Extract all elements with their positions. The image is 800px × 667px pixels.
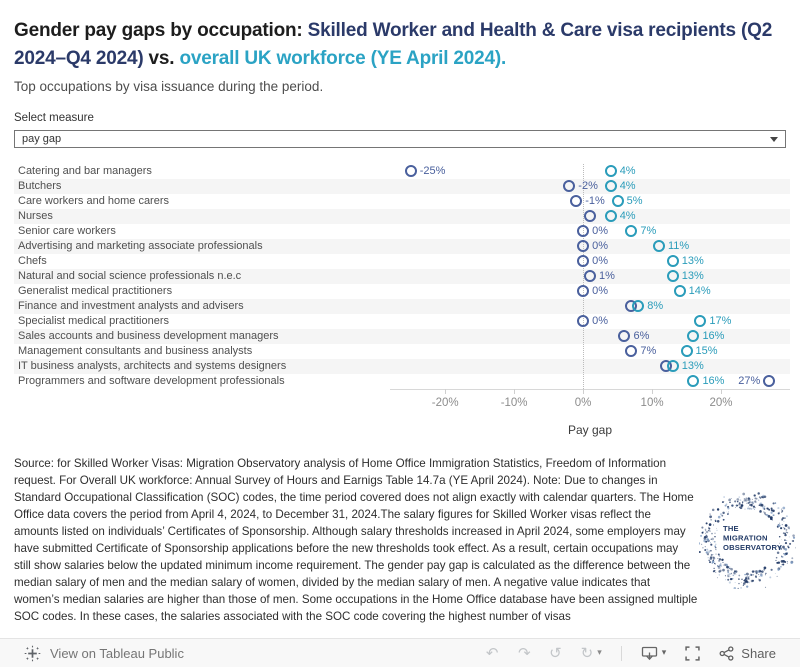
axis-tick bbox=[445, 389, 446, 394]
share-icon bbox=[719, 646, 734, 661]
fullscreen-icon[interactable] bbox=[685, 646, 700, 661]
visa-dot[interactable] bbox=[625, 345, 637, 357]
view-on-tableau-public-label: View on Tableau Public bbox=[50, 645, 184, 661]
occupation-label[interactable]: Chefs bbox=[18, 255, 47, 267]
occupation-label[interactable]: Programmers and software development professionals bbox=[18, 375, 285, 387]
download-button[interactable] bbox=[641, 646, 667, 661]
uk-dot-label: 13% bbox=[681, 255, 704, 267]
visa-dot[interactable] bbox=[577, 285, 589, 297]
x-axis-line bbox=[390, 389, 790, 390]
uk-dot[interactable] bbox=[667, 255, 679, 267]
x-axis-title: Pay gap bbox=[567, 423, 613, 437]
table-row bbox=[14, 254, 790, 269]
visa-dot-label: 0% bbox=[592, 225, 608, 237]
axis-tick-label: -20% bbox=[431, 397, 459, 409]
uk-dot[interactable] bbox=[674, 285, 686, 297]
page-title bbox=[14, 17, 789, 73]
refresh-caret-icon: ▾ bbox=[597, 648, 602, 658]
occupation-label[interactable]: Senior care workers bbox=[18, 225, 116, 237]
table-row bbox=[14, 239, 790, 254]
uk-dot[interactable] bbox=[605, 210, 617, 222]
uk-dot-label: 4% bbox=[619, 165, 636, 177]
axis-tick-label: 0% bbox=[574, 397, 592, 409]
occupation-label[interactable]: IT business analysts, architects and systems designers bbox=[18, 360, 287, 372]
visa-dot[interactable] bbox=[763, 375, 775, 387]
revert-icon[interactable]: ↺ bbox=[549, 643, 562, 662]
migration-observatory-logo bbox=[699, 492, 796, 589]
axis-tick-label: 20% bbox=[709, 397, 733, 409]
uk-dot-label: 7% bbox=[640, 225, 657, 237]
visa-dot-label: 0% bbox=[592, 255, 608, 267]
table-row bbox=[14, 224, 790, 239]
uk-dot-label: 15% bbox=[695, 345, 718, 357]
occupation-label[interactable]: Catering and bar managers bbox=[18, 165, 152, 177]
table-row bbox=[14, 299, 790, 314]
axis-tick bbox=[514, 389, 515, 394]
occupation-label[interactable]: Nurses bbox=[18, 210, 53, 222]
uk-dot[interactable] bbox=[687, 375, 699, 387]
visa-dot-label: -1% bbox=[585, 195, 605, 207]
visa-dot[interactable] bbox=[584, 210, 596, 222]
logo-line-3: OBSERVATORY bbox=[723, 543, 783, 552]
uk-dot-label: 13% bbox=[681, 360, 704, 372]
measure-select-value: pay gap bbox=[22, 133, 62, 145]
table-row bbox=[14, 284, 790, 299]
refresh-menu[interactable] bbox=[580, 643, 602, 662]
table-row bbox=[14, 359, 790, 374]
x-axis bbox=[14, 389, 790, 423]
occupation-label[interactable]: Natural and social science professionals n.e.c bbox=[18, 270, 242, 282]
occupation-label[interactable]: Specialist medical practitioners bbox=[18, 315, 170, 327]
table-row bbox=[14, 269, 790, 284]
logo-line-1: THE bbox=[723, 524, 739, 533]
subtitle: Top occupations by visa issuance during the period. bbox=[14, 79, 324, 94]
uk-dot[interactable] bbox=[653, 240, 665, 252]
uk-dot-label: 11% bbox=[667, 240, 690, 252]
uk-dot-label: 8% bbox=[647, 300, 664, 312]
uk-dot-label: 14% bbox=[688, 285, 711, 297]
visa-dot-label: -2% bbox=[578, 180, 598, 192]
undo-icon[interactable]: ↶ bbox=[485, 643, 499, 662]
filter-label: Select measure bbox=[14, 112, 94, 124]
uk-dot[interactable] bbox=[625, 225, 637, 237]
view-on-tableau-public[interactable] bbox=[24, 645, 184, 662]
download-icon bbox=[641, 646, 658, 661]
toolbar-actions bbox=[485, 643, 776, 662]
table-row bbox=[14, 344, 790, 359]
tableau-toolbar bbox=[0, 638, 800, 667]
table-row bbox=[14, 179, 790, 194]
visa-dot-label: 27% bbox=[738, 375, 761, 387]
uk-dot[interactable] bbox=[605, 165, 617, 177]
occupation-label[interactable]: Management consultants and business analysts bbox=[18, 345, 253, 357]
title-segment-uk: overall UK workforce (YE April 2024). bbox=[179, 48, 507, 69]
title-segment-visa: Skilled Worker and Health & Care visa recipients (Q2 2024–Q4 2024) bbox=[14, 20, 773, 69]
occupation-label[interactable]: Finance and investment analysts and advisers bbox=[18, 300, 244, 312]
visa-dot-label: 0% bbox=[592, 285, 608, 297]
download-caret-icon: ▾ bbox=[661, 648, 667, 658]
share-label: Share bbox=[741, 645, 776, 661]
redo-icon[interactable]: ↶ bbox=[517, 643, 531, 662]
table-row bbox=[14, 209, 790, 224]
visa-dot-label: 6% bbox=[633, 330, 650, 342]
uk-dot-label: 13% bbox=[681, 270, 704, 282]
uk-dot[interactable] bbox=[612, 195, 624, 207]
visa-dot-label: 1% bbox=[599, 270, 615, 282]
uk-dot[interactable] bbox=[667, 270, 679, 282]
uk-dot-label: 16% bbox=[702, 330, 725, 342]
table-row bbox=[14, 314, 790, 329]
uk-dot-label: 5% bbox=[626, 195, 643, 207]
visa-dot-label: 0% bbox=[592, 240, 608, 252]
table-row bbox=[14, 374, 790, 389]
occupation-label[interactable]: Butchers bbox=[18, 180, 62, 192]
title-segment-vs: vs. bbox=[143, 48, 180, 69]
axis-tick bbox=[652, 389, 653, 394]
uk-dot[interactable] bbox=[681, 345, 693, 357]
axis-tick-label: 10% bbox=[640, 397, 664, 409]
uk-dot[interactable] bbox=[605, 180, 617, 192]
visa-dot[interactable] bbox=[570, 195, 582, 207]
tableau-logo-icon bbox=[24, 645, 41, 662]
dropdown-caret-icon bbox=[770, 137, 778, 142]
uk-dot-label: 4% bbox=[619, 210, 636, 222]
occupation-label[interactable]: Advertising and marketing associate professionals bbox=[18, 240, 263, 252]
title-segment-plain: Gender pay gaps by occupation: bbox=[14, 20, 308, 41]
occupation-label[interactable]: Care workers and home carers bbox=[18, 195, 170, 207]
visa-dot[interactable] bbox=[577, 255, 589, 267]
table-row bbox=[14, 194, 790, 209]
axis-tick bbox=[583, 389, 584, 394]
visa-dot[interactable] bbox=[584, 270, 596, 282]
uk-dot[interactable] bbox=[687, 330, 699, 342]
measure-select[interactable] bbox=[14, 130, 786, 148]
uk-dot[interactable] bbox=[694, 315, 706, 327]
visa-dot[interactable] bbox=[618, 330, 630, 342]
visa-dot-label: 7% bbox=[640, 345, 657, 357]
table-row bbox=[14, 164, 790, 179]
refresh-icon: ↻ bbox=[580, 643, 594, 662]
logo-line-2: MIGRATION bbox=[723, 533, 768, 543]
share-button[interactable] bbox=[719, 646, 776, 661]
occupation-label[interactable]: Sales accounts and business development managers bbox=[18, 330, 279, 342]
visa-dot[interactable] bbox=[577, 315, 589, 327]
uk-dot-label: 4% bbox=[619, 180, 636, 192]
uk-dot-label: 17% bbox=[709, 315, 732, 327]
visa-dot-label: 0% bbox=[592, 315, 608, 327]
table-row bbox=[14, 329, 790, 344]
visa-dot-label: -25% bbox=[419, 165, 446, 177]
visa-dot[interactable] bbox=[577, 240, 589, 252]
visa-dot[interactable] bbox=[577, 225, 589, 237]
toolbar-separator bbox=[621, 646, 622, 661]
source-note: Source: for Skilled Worker Visas: Migration Observatory analysis of Home Office Immigration Statistics, Freedom of Information request. For Overall UK workforce: Annual Survey of Hours and Earnigs Table 14.7a (YE April 2024). Note: Due to changes in Standard Occupational Classification (SOC) codes, the time period covered does not align exactly with calendar quarters. The Home Office data covers the period from April 4, 2024, to December 31, 2024.The salary figures for Skilled Worker visas reflect the amounts listed on individuals’ Certificates of Sponsorship. Although salary thresholds increased in April 2024, some employers may have submitted Certificate of Sponsorship applications before the new thresholds took effect. As a result, certain occupations may still show salaries below the updated minimum income requirement. The gender pay gap is calculated as the difference between the median salary of men and the median salary of women, divided by the median salary of men. A negative value indicates that women’s median salaries are higher than those of men. Some occupations in the Home Office database have been assigned multiple SOC codes. In these cases, the salaries associated with the SOC code covering the highest number of visas bbox=[14, 457, 698, 623]
visa-dot[interactable] bbox=[405, 165, 417, 177]
uk-dot-label: 16% bbox=[702, 375, 725, 387]
axis-tick-label: -10% bbox=[500, 397, 528, 409]
occupation-label[interactable]: Generalist medical practitioners bbox=[18, 285, 173, 297]
uk-dot[interactable] bbox=[667, 360, 679, 372]
uk-dot[interactable] bbox=[632, 300, 644, 312]
axis-tick bbox=[721, 389, 722, 394]
dot-plot bbox=[14, 164, 790, 389]
visa-dot[interactable] bbox=[563, 180, 575, 192]
